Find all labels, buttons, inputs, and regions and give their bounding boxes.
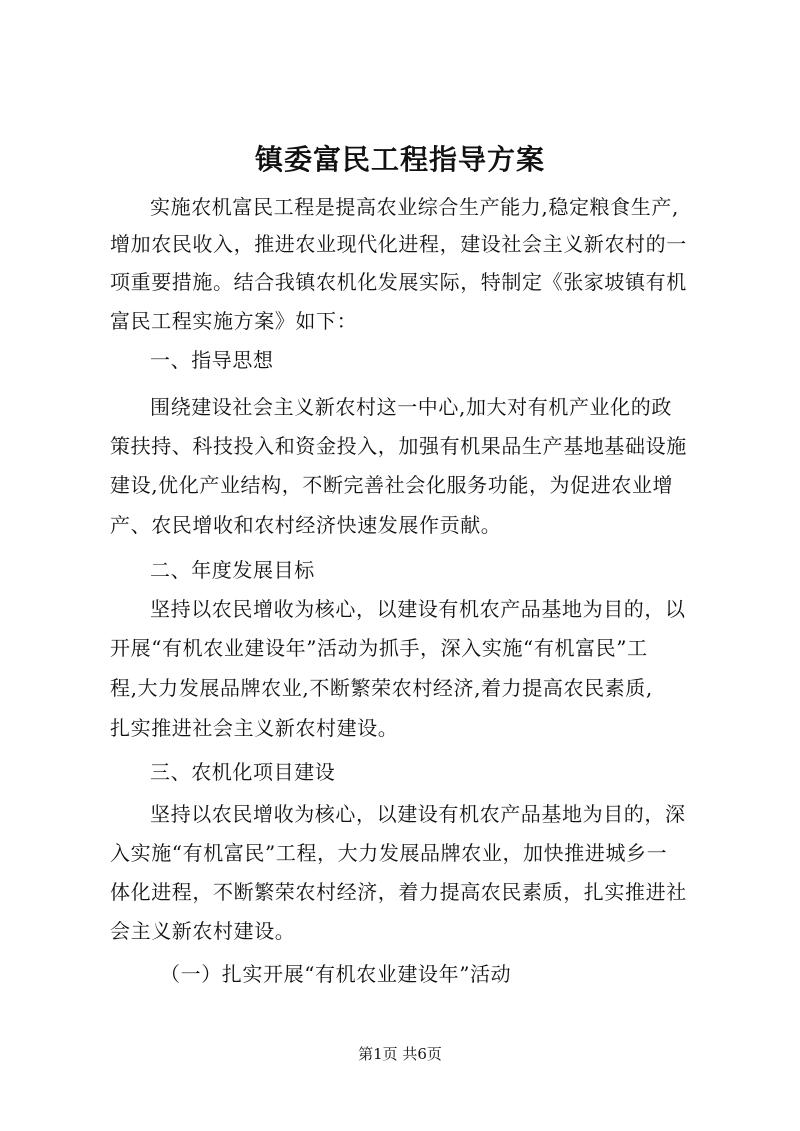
paragraph-line: 体化进程，不断繁荣农村经济，着力提高农民素质，扎实推进社 [110, 880, 687, 904]
subsection-heading: （一）扎实开展“有机农业建设年”活动 [160, 962, 512, 986]
paragraph-line: 产、农民增收和农村经济快速发展作贡献。 [110, 513, 502, 537]
paragraph-line: 实施农机富民工程是提高农业综合生产能力,稳定粮食生产, [150, 195, 679, 219]
paragraph-line: 会主义新农村建设。 [110, 919, 296, 943]
paragraph-line: 策扶持、科技投入和资金投入，加强有机果品生产基地基础设施 [110, 434, 687, 458]
paragraph-line: 增加农民收入，推进农业现代化进程，建设社会主义新农村的一 [110, 232, 687, 256]
paragraph-line: 扎实推进社会主义新农村建设。 [110, 716, 399, 740]
paragraph-line: 项重要措施。结合我镇农机化发展实际，特制定《张家坡镇有机 [110, 270, 687, 294]
section-heading-3: 三、农机化项目建设 [150, 760, 336, 784]
paragraph-line: 富民工程实施方案》如下： [110, 309, 358, 333]
paragraph-line: 围绕建设社会主义新农村这一中心,加大对有机产业化的政 [150, 395, 672, 419]
document-title: 镇委富民工程指导方案 [254, 143, 545, 176]
paragraph-line: 开展“有机农业建设年”活动为抓手，深入实施“有机富民”工 [110, 636, 648, 660]
paragraph-line: 坚持以农民增收为核心，以建设有机农产品基地为目的，以 [150, 597, 686, 621]
paragraph-line: 坚持以农民增收为核心，以建设有机农产品基地为目的，深 [150, 802, 686, 826]
section-heading-2: 二、年度发展目标 [150, 558, 315, 582]
paragraph-line: 程,大力发展品牌农业,不断繁荣农村经济,着力提高农民素质, [110, 676, 653, 700]
section-heading-1: 一、指导思想 [150, 348, 274, 372]
paragraph-line: 入实施“有机富民”工程，大力发展品牌农业，加快推进城乡一 [110, 841, 668, 865]
page-number: 第1页 共6页 [358, 1045, 442, 1063]
paragraph-line: 建设,优化产业结构，不断完善社会化服务功能，为促进农业增 [110, 473, 674, 497]
